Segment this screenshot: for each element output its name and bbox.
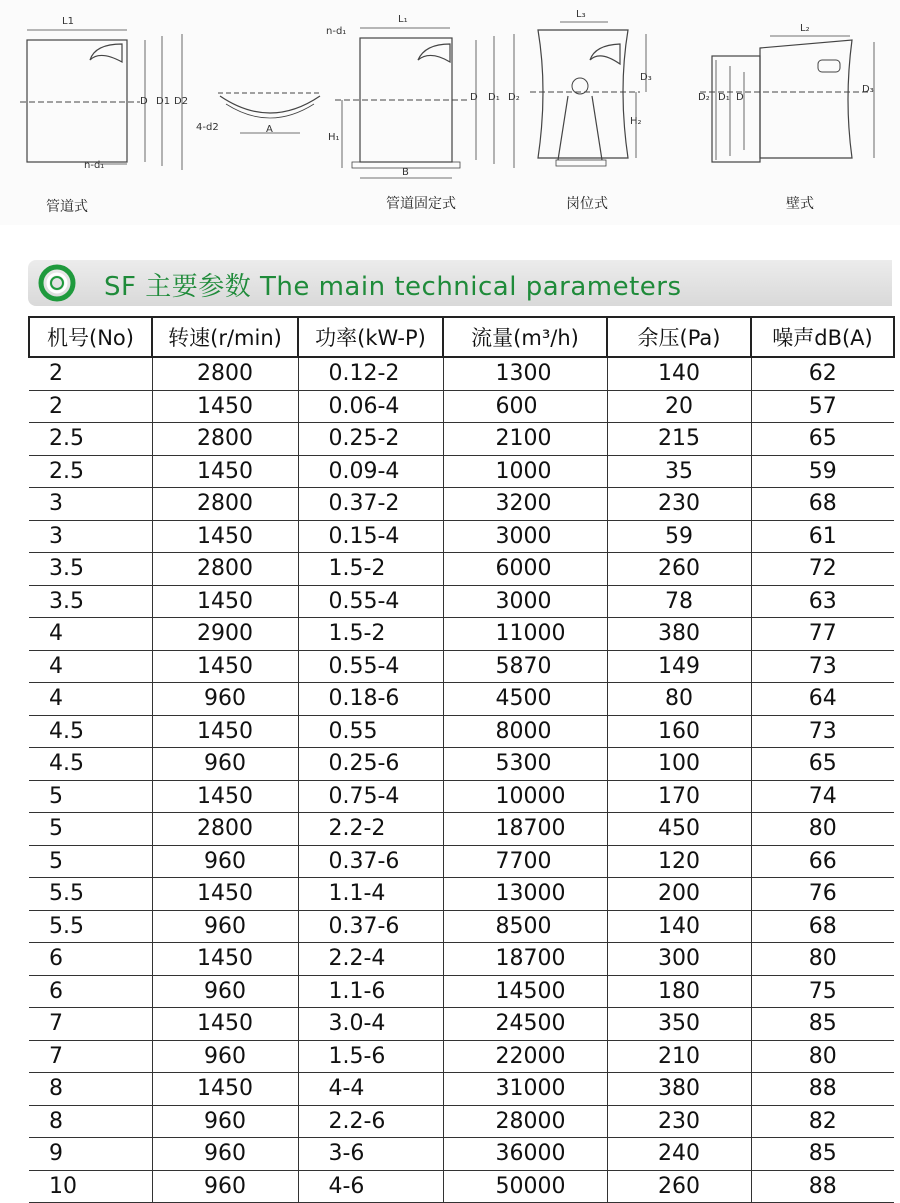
table-row	[29, 780, 894, 813]
pressure-cell: 149	[607, 650, 751, 683]
noise-cell: 85	[751, 1138, 894, 1171]
caption-post-type: 岗位式	[566, 196, 608, 212]
dim-label: L1	[62, 16, 74, 27]
green-ring-logo-icon	[38, 264, 76, 302]
power-cell: 0.25-2	[298, 423, 443, 456]
technical-drawings	[0, 0, 900, 225]
pressure-cell: 200	[607, 878, 751, 911]
power-cell: 0.55-4	[298, 585, 443, 618]
dim-label: D₃	[640, 72, 652, 83]
speed-cell: 960	[152, 845, 298, 878]
dim-label: D₃	[862, 84, 874, 95]
speed-cell: 2800	[152, 357, 298, 390]
pressure-cell: 300	[607, 943, 751, 976]
pressure-cell: 215	[607, 423, 751, 456]
model-no-cell: 3.5	[29, 585, 152, 618]
pressure-cell: 240	[607, 1138, 751, 1171]
power-cell: 4-4	[298, 1073, 443, 1106]
header-model-no: 机号(No)	[29, 317, 152, 357]
table-row	[29, 1138, 894, 1171]
noise-cell: 66	[751, 845, 894, 878]
dim-label: B	[402, 167, 409, 178]
table-row	[29, 715, 894, 748]
dim-label: A	[266, 124, 273, 135]
dim-label: D₁	[488, 92, 500, 103]
table-row	[29, 1040, 894, 1073]
noise-cell: 64	[751, 683, 894, 716]
table-row	[29, 553, 894, 586]
speed-cell: 1450	[152, 650, 298, 683]
table-row	[29, 1073, 894, 1106]
model-no-cell: 2.5	[29, 423, 152, 456]
airflow-cell: 1300	[443, 357, 607, 390]
airflow-cell: 50000	[443, 1170, 607, 1203]
model-no-cell: 5	[29, 780, 152, 813]
noise-cell: 63	[751, 585, 894, 618]
table-header-row	[29, 317, 894, 357]
speed-cell: 960	[152, 910, 298, 943]
model-no-cell: 9	[29, 1138, 152, 1171]
speed-cell: 960	[152, 1170, 298, 1203]
power-cell: 0.09-4	[298, 455, 443, 488]
airflow-cell: 28000	[443, 1105, 607, 1138]
dim-label: D2	[174, 96, 189, 107]
model-no-cell: 3.5	[29, 553, 152, 586]
model-no-cell: 8	[29, 1073, 152, 1106]
noise-cell: 65	[751, 748, 894, 781]
power-cell: 0.37-6	[298, 845, 443, 878]
pressure-cell: 350	[607, 1008, 751, 1041]
dim-label: H₁	[328, 132, 340, 143]
speed-cell: 1450	[152, 1073, 298, 1106]
pressure-cell: 380	[607, 1073, 751, 1106]
dim-label: D	[470, 92, 478, 103]
power-cell: 1.1-4	[298, 878, 443, 911]
airflow-cell: 10000	[443, 780, 607, 813]
table-body	[29, 357, 894, 1203]
table-row	[29, 683, 894, 716]
model-no-cell: 2.5	[29, 455, 152, 488]
table-row	[29, 357, 894, 390]
speed-cell: 1450	[152, 455, 298, 488]
speed-cell: 1450	[152, 390, 298, 423]
pressure-cell: 35	[607, 455, 751, 488]
airflow-cell: 5870	[443, 650, 607, 683]
table-row	[29, 943, 894, 976]
noise-cell: 57	[751, 390, 894, 423]
caption-wall-type: 壁式	[786, 196, 814, 212]
speed-cell: 960	[152, 748, 298, 781]
dim-label: D₁	[718, 92, 730, 103]
speed-cell: 960	[152, 1040, 298, 1073]
airflow-cell: 6000	[443, 553, 607, 586]
power-cell: 4-6	[298, 1170, 443, 1203]
speed-cell: 960	[152, 1138, 298, 1171]
speed-cell: 1450	[152, 1008, 298, 1041]
table-row	[29, 1008, 894, 1041]
pressure-cell: 120	[607, 845, 751, 878]
dim-label: H₂	[630, 116, 642, 127]
pressure-cell: 59	[607, 520, 751, 553]
power-cell: 2.2-4	[298, 943, 443, 976]
power-cell: 0.37-6	[298, 910, 443, 943]
header-power: 功率(kW-P)	[298, 317, 443, 357]
header-noise: 噪声dB(A)	[751, 317, 894, 357]
pressure-cell: 140	[607, 910, 751, 943]
power-cell: 3.0-4	[298, 1008, 443, 1041]
pressure-cell: 260	[607, 1170, 751, 1203]
pressure-cell: 260	[607, 553, 751, 586]
model-no-cell: 5	[29, 813, 152, 846]
table-row	[29, 1105, 894, 1138]
dim-label: D	[140, 96, 148, 107]
noise-cell: 88	[751, 1170, 894, 1203]
airflow-cell: 11000	[443, 618, 607, 651]
speed-cell: 1450	[152, 878, 298, 911]
speed-cell: 960	[152, 1105, 298, 1138]
table-row	[29, 975, 894, 1008]
dim-label: D1	[156, 96, 171, 107]
table-row	[29, 748, 894, 781]
airflow-cell: 1000	[443, 455, 607, 488]
model-no-cell: 5	[29, 845, 152, 878]
power-cell: 2.2-6	[298, 1105, 443, 1138]
model-no-cell: 6	[29, 975, 152, 1008]
speed-cell: 960	[152, 975, 298, 1008]
model-no-cell: 8	[29, 1105, 152, 1138]
model-no-cell: 4.5	[29, 715, 152, 748]
table-row	[29, 585, 894, 618]
pressure-cell: 140	[607, 357, 751, 390]
airflow-cell: 8500	[443, 910, 607, 943]
power-cell: 0.37-2	[298, 488, 443, 521]
model-no-cell: 4.5	[29, 748, 152, 781]
dim-label: L₃	[576, 9, 586, 20]
model-no-cell: 3	[29, 520, 152, 553]
model-no-cell: 3	[29, 488, 152, 521]
pressure-cell: 230	[607, 488, 751, 521]
table-row	[29, 618, 894, 651]
speed-cell: 1450	[152, 943, 298, 976]
dim-label: n-d₁	[326, 26, 347, 37]
power-cell: 1.5-2	[298, 553, 443, 586]
dim-label: n-d₁	[84, 160, 105, 171]
table-row	[29, 878, 894, 911]
airflow-cell: 18700	[443, 813, 607, 846]
speed-cell: 2800	[152, 553, 298, 586]
drawings-svg	[0, 0, 900, 225]
power-cell: 0.15-4	[298, 520, 443, 553]
noise-cell: 68	[751, 488, 894, 521]
airflow-cell: 13000	[443, 878, 607, 911]
power-cell: 2.2-2	[298, 813, 443, 846]
power-cell: 0.18-6	[298, 683, 443, 716]
post-type-drawing	[530, 22, 646, 166]
pressure-cell: 170	[607, 780, 751, 813]
power-cell: 0.25-6	[298, 748, 443, 781]
noise-cell: 77	[751, 618, 894, 651]
table-row	[29, 455, 894, 488]
pressure-cell: 100	[607, 748, 751, 781]
power-cell: 3-6	[298, 1138, 443, 1171]
model-no-cell: 2	[29, 357, 152, 390]
noise-cell: 73	[751, 650, 894, 683]
model-no-cell: 7	[29, 1040, 152, 1073]
noise-cell: 72	[751, 553, 894, 586]
airflow-cell: 3000	[443, 585, 607, 618]
power-cell: 0.12-2	[298, 357, 443, 390]
dim-label: L₁	[398, 14, 408, 25]
table-row	[29, 650, 894, 683]
model-no-cell: 10	[29, 1170, 152, 1203]
airflow-cell: 31000	[443, 1073, 607, 1106]
speed-cell: 2800	[152, 813, 298, 846]
airflow-cell: 7700	[443, 845, 607, 878]
airflow-cell: 4500	[443, 683, 607, 716]
speed-cell: 2800	[152, 488, 298, 521]
noise-cell: 74	[751, 780, 894, 813]
model-no-cell: 4	[29, 683, 152, 716]
dim-label: L₂	[800, 23, 810, 34]
table-row	[29, 423, 894, 456]
airflow-cell: 3200	[443, 488, 607, 521]
pressure-cell: 20	[607, 390, 751, 423]
table-row	[29, 813, 894, 846]
noise-cell: 76	[751, 878, 894, 911]
dim-label: D₂	[698, 92, 710, 103]
noise-cell: 85	[751, 1008, 894, 1041]
section-title: SF 主要参数 The main technical parameters	[104, 272, 682, 302]
airflow-cell: 3000	[443, 520, 607, 553]
speed-cell: 1450	[152, 585, 298, 618]
noise-cell: 61	[751, 520, 894, 553]
model-no-cell: 5.5	[29, 910, 152, 943]
pressure-cell: 180	[607, 975, 751, 1008]
speed-cell: 960	[152, 683, 298, 716]
power-cell: 0.75-4	[298, 780, 443, 813]
table-row	[29, 520, 894, 553]
parameters-table	[28, 316, 895, 1203]
airflow-cell: 22000	[443, 1040, 607, 1073]
header-speed: 转速(r/min)	[152, 317, 298, 357]
pressure-cell: 380	[607, 618, 751, 651]
power-cell: 0.55	[298, 715, 443, 748]
table-row	[29, 1170, 894, 1203]
model-no-cell: 5.5	[29, 878, 152, 911]
noise-cell: 59	[751, 455, 894, 488]
noise-cell: 88	[751, 1073, 894, 1106]
caption-duct-type: 管道式	[46, 199, 88, 215]
noise-cell: 68	[751, 910, 894, 943]
model-no-cell: 6	[29, 943, 152, 976]
speed-cell: 1450	[152, 780, 298, 813]
pressure-cell: 210	[607, 1040, 751, 1073]
pressure-cell: 450	[607, 813, 751, 846]
header-airflow: 流量(m³/h)	[443, 317, 607, 357]
table-row	[29, 488, 894, 521]
noise-cell: 82	[751, 1105, 894, 1138]
model-no-cell: 4	[29, 618, 152, 651]
dim-label: 4-d2	[196, 122, 219, 133]
speed-cell: 2900	[152, 618, 298, 651]
airflow-cell: 5300	[443, 748, 607, 781]
noise-cell: 80	[751, 813, 894, 846]
speed-cell: 1450	[152, 715, 298, 748]
pressure-cell: 160	[607, 715, 751, 748]
dim-label: D₂	[508, 92, 520, 103]
power-cell: 0.06-4	[298, 390, 443, 423]
noise-cell: 62	[751, 357, 894, 390]
airflow-cell: 8000	[443, 715, 607, 748]
power-cell: 0.55-4	[298, 650, 443, 683]
noise-cell: 80	[751, 943, 894, 976]
dim-label: D	[736, 92, 744, 103]
table-row	[29, 910, 894, 943]
airflow-cell: 36000	[443, 1138, 607, 1171]
pressure-cell: 80	[607, 683, 751, 716]
model-no-cell: 4	[29, 650, 152, 683]
noise-cell: 73	[751, 715, 894, 748]
airflow-cell: 2100	[443, 423, 607, 456]
model-no-cell: 2	[29, 390, 152, 423]
noise-cell: 80	[751, 1040, 894, 1073]
power-cell: 1.5-2	[298, 618, 443, 651]
section-banner	[28, 260, 892, 306]
speed-cell: 1450	[152, 520, 298, 553]
airflow-cell: 24500	[443, 1008, 607, 1041]
airflow-cell: 14500	[443, 975, 607, 1008]
model-no-cell: 7	[29, 1008, 152, 1041]
noise-cell: 65	[751, 423, 894, 456]
power-cell: 1.1-6	[298, 975, 443, 1008]
power-cell: 1.5-6	[298, 1040, 443, 1073]
header-pressure: 余压(Pa)	[607, 317, 751, 357]
speed-cell: 2800	[152, 423, 298, 456]
noise-cell: 75	[751, 975, 894, 1008]
table-row	[29, 390, 894, 423]
table-row	[29, 845, 894, 878]
airflow-cell: 18700	[443, 943, 607, 976]
caption-fixed-duct-type: 管道固定式	[386, 196, 456, 212]
pressure-cell: 230	[607, 1105, 751, 1138]
fixed-duct-drawing	[335, 28, 514, 178]
airflow-cell: 600	[443, 390, 607, 423]
pressure-cell: 78	[607, 585, 751, 618]
